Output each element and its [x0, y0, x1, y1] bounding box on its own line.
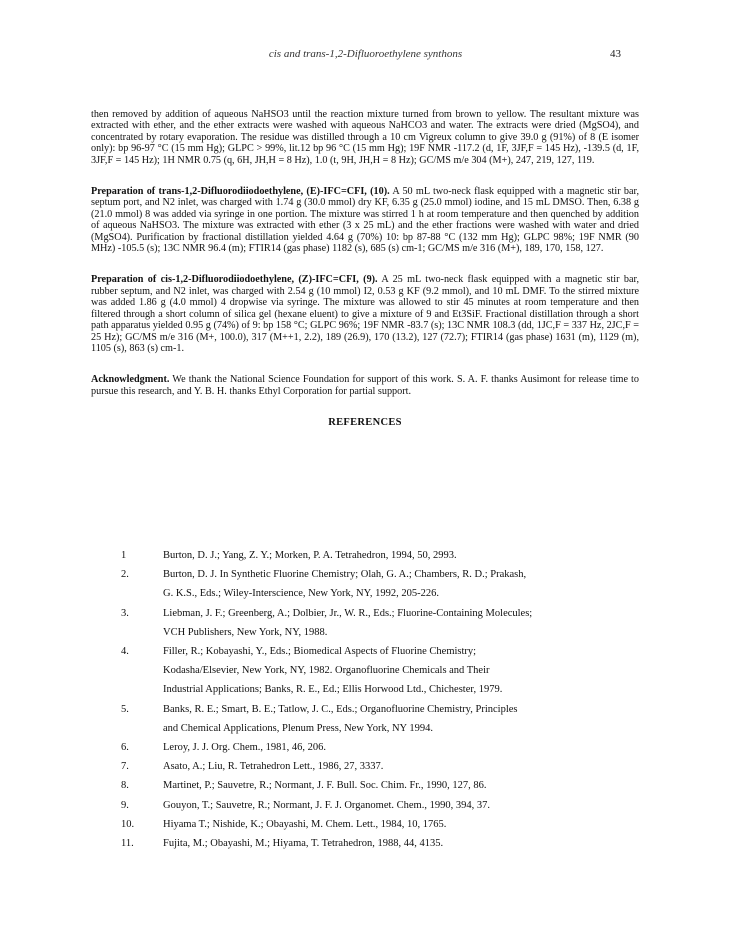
acknowledgment	[91, 374, 639, 397]
reference-text: Kodasha/Elsevier, New York, NY, 1982. Organofluorine Chemicals and Their	[163, 665, 490, 677]
reference-number	[91, 719, 163, 738]
reference-text: Industrial Applications; Banks, R. E., Ed.; Ellis Horwood Ltd., Chichester, 1979.	[163, 684, 503, 696]
body-text	[91, 109, 639, 456]
reference-number	[91, 680, 163, 699]
acknowledgment-text: We thank the National Science Foundation for support of this work. S. A. F. thanks Ausimont for release time to pursue this research, and Y. B. H. thanks Ethyl Corporation for partial support.	[91, 374, 639, 397]
reference-number: 7.	[121, 761, 129, 773]
reference-text: Leroy, J. J. Org. Chem., 1981, 46, 206.	[163, 742, 327, 754]
reference-line	[91, 642, 651, 661]
paragraph-text: A 50 mL two-neck flask equipped with a magnetic stir bar, septum port, and N2 inlet, was charged with 1.74 g (30.0 mmol) dry KF, 6.35 g (25.0 mmol) iodine, and 15 mL DMSO. Then, 6.38 g (21.0 mmol) 8 was added via syringe in one portion. The mixture was stirred 1 h at room temperature and then quenched by addition of aqueous NaHSO3. The mixture was extracted with ether (3 x 25 mL) and the ether fractions were washed with water and dried (MgSO4). Purification by fractional distillation yielded 4.64 g (70%) 10: bp 87-88 °C (132 mm Hg); GLPC 98%; 19F NMR (90 MHz) -105.5 (s); 13C NMR 96.4 (m); FTIR14 (gas phase) 1182 (s), 685 (s) cm-1; GC/MS m/e 316 (M+), 189, 170, 158, 127.	[91, 186, 640, 255]
reference-line	[91, 796, 651, 815]
reference-line	[91, 815, 651, 834]
reference-text: Burton, D. J.; Yang, Z. Y.; Morken, P. A. Tetrahedron, 1994, 50, 2993.	[163, 550, 457, 561]
reference-text: Liebman, J. F.; Greenberg, A.; Dolbier, Jr., W. R., Eds.; Fluorine-Containing Molecules;	[163, 607, 533, 619]
reference-line	[91, 623, 651, 642]
reference-text: Filler, R.; Kobayashi, Y., Eds.; Biomedical Aspects of Fluorine Chemistry;	[163, 646, 477, 658]
reference-number	[91, 661, 163, 680]
page-header	[0, 48, 731, 64]
reference-line	[91, 757, 651, 776]
reference-line	[91, 719, 651, 738]
reference-line	[91, 604, 651, 623]
reference-text: Hiyama T.; Nishide, K.; Obayashi, M. Chem. Lett., 1984, 10, 1765.	[163, 818, 447, 830]
reference-line	[91, 546, 651, 565]
reference-text: Fujita, M.; Obayashi, M.; Hiyama, T. Tetrahedron, 1988, 44, 4135.	[163, 838, 444, 850]
reference-text: Martinet, P.; Sauvetre, R.; Normant, J. F. Bull. Soc. Chim. Fr., 1990, 127, 86.	[163, 780, 487, 792]
reference-number: 6.	[121, 742, 129, 754]
reference-line	[91, 700, 651, 719]
reference-number: 10.	[121, 818, 135, 830]
reference-text: Banks, R. E.; Smart, B. E.; Tatlow, J. C., Eds.; Organofluorine Chemistry, Principles	[163, 703, 518, 715]
reference-number: 4.	[121, 646, 129, 658]
reference-number: 9.	[121, 799, 129, 811]
reference-text: Asato, A.; Liu, R. Tetrahedron Lett., 1986, 27, 3337.	[163, 761, 384, 773]
reference-number: 11.	[121, 838, 134, 850]
reference-text: G. K.S., Eds.; Wiley-Interscience, New York, NY, 1992, 205-226.	[163, 588, 439, 600]
paragraph-text: A 25 mL two-neck flask equipped with a magnetic stir bar, rubber septum, and N2 inlet, was charged with 2.54 g (10 mmol) I2, 0.53 g KF (9.2 mmol), and 10 mL DMF. To the stirred mixture was added 1.86 g (4.0 mmol) 4 dropwise via syringe. The mixture was allowed to stir 45 minutes at room temperature and then filtered through a short column of silica gel (hexane eluent) to give a mixture of 9 and Et3SiF. Fractional distillation through a short path apparatus yielded 0.95 g (74%) of 9: bp 158 °C; GLPC 96%; 19F NMR -83.7 (s); 13C NMR 108.3 (dd, 1JC,F = 337 Hz, 2JC,F = 25 Hz); GC/MS m/e 316 (M+, 100.0), 317 (M++1, 2.2), 189 (26.9), 170 (13.2), 127 (72.7); FTIR14 (gas phase) 1631 (m), 1129 (m), 1105 (s), 863 (s) cm-1.	[91, 274, 640, 354]
reference-number	[91, 623, 163, 642]
reference-number: 3.	[121, 607, 129, 619]
paragraph-workup: then removed by addition of aqueous NaHSO3 until the reaction mixture turned from brown to yellow. The resultant mixture was extracted with ether, and the ether extracts were washed with aqueous NaHCO3 and water. The extracts were dried (MgSO4), and concentrated by rotary evaporation. The residue was distilled through a 10 cm Vigreux column to give 39.0 g (91%) of 8 (E isomer only): bp 96-97 °C (15 mm Hg); GLPC > 99%, lit.12 bp 96 °C (15 mm Hg); 19F NMR -117.2 (d, 1F, 3JF,F = 145 Hz), -139.5 (d, 1F, 3JF,F = 145 Hz); 1H NMR 0.75 (q, 6H, JH,H = 8 Hz), 1.0 (t, 9H, JH,H = 8 Hz); GC/MS m/e 304 (M+), 247, 219, 127, 119.	[91, 109, 639, 166]
reference-number: 5.	[121, 703, 129, 715]
reference-line	[91, 584, 651, 603]
reference-text: and Chemical Applications, Plenum Press, New York, NY 1994.	[163, 722, 433, 734]
acknowledgment-heading: Acknowledgment.	[91, 374, 170, 386]
references-list	[91, 546, 651, 853]
paragraph-heading: Preparation of trans-1,2-Difluorodiiodoethylene, (E)-IFC=CFI, (10).	[91, 186, 390, 198]
paragraph-cis-preparation	[91, 274, 639, 354]
reference-number: 8.	[121, 780, 129, 792]
reference-text: Gouyon, T.; Sauvetre, R.; Normant, J. F. J. Organomet. Chem., 1990, 394, 37.	[163, 799, 490, 811]
paragraph-trans-preparation	[91, 186, 639, 254]
references-heading: REFERENCES	[328, 417, 402, 429]
paragraph-heading: Preparation of cis-1,2-Difluorodiiodoethylene, (Z)-IFC=CFI, (9).	[91, 274, 378, 286]
reference-number: 1	[121, 550, 127, 561]
reference-line	[91, 776, 651, 795]
reference-line	[91, 680, 651, 699]
reference-number	[91, 584, 163, 603]
reference-text: Burton, D. J. In Synthetic Fluorine Chemistry; Olah, G. A.; Chambers, R. D.; Prakash,	[163, 569, 527, 581]
reference-line	[91, 565, 651, 584]
reference-number: 2.	[121, 569, 129, 581]
reference-text: VCH Publishers, New York, NY, 1988.	[163, 626, 328, 638]
reference-line	[91, 661, 651, 680]
running-title: cis and trans-1,2-Difluoroethylene synthons	[268, 48, 463, 60]
reference-line	[91, 738, 651, 757]
page-number: 43	[610, 48, 621, 60]
reference-line	[91, 834, 651, 853]
